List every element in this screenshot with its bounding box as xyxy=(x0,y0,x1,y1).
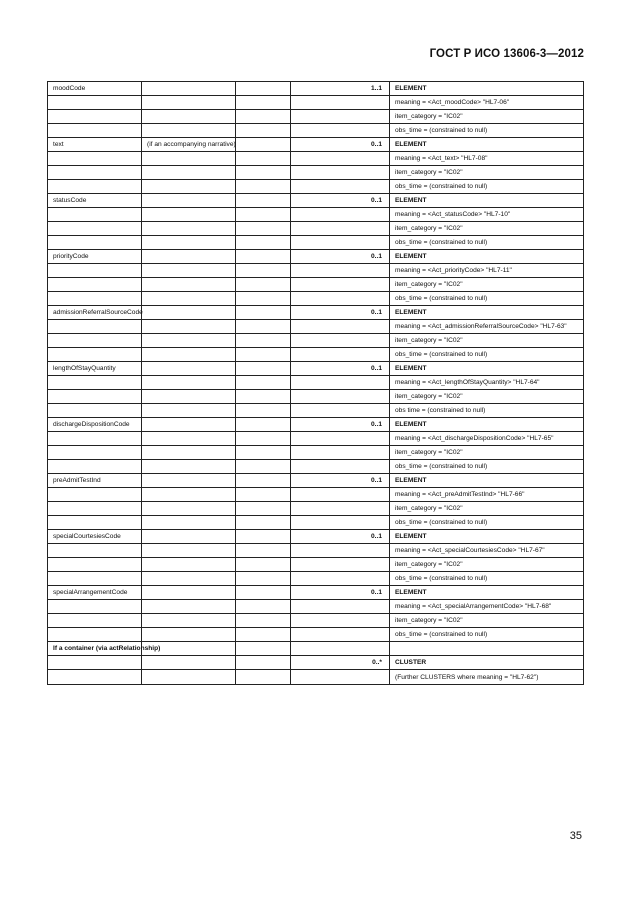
cell-extra xyxy=(236,152,291,166)
cell-extra xyxy=(236,572,291,586)
cell-note xyxy=(142,544,236,558)
cell-extra xyxy=(236,502,291,516)
cell-card xyxy=(291,544,390,558)
cell-card: 1..1 xyxy=(291,82,390,96)
cell-extra xyxy=(236,334,291,348)
cell-attr xyxy=(48,264,142,278)
cell-card xyxy=(291,404,390,418)
cell-card xyxy=(291,334,390,348)
cell-attr: specialCourtesiesCode xyxy=(48,530,142,544)
table-row xyxy=(48,250,584,264)
cell-attr xyxy=(48,488,142,502)
table-row xyxy=(48,544,584,558)
spec-table-body xyxy=(48,82,584,685)
table-row xyxy=(48,320,584,334)
spec-table xyxy=(47,81,584,685)
cell-note xyxy=(142,236,236,250)
cell-note xyxy=(142,670,236,685)
cell-spec: obs_time = (constrained to null) xyxy=(390,236,584,250)
cell-card xyxy=(291,628,390,642)
cell-note xyxy=(142,586,236,600)
cell-card xyxy=(291,180,390,194)
cell-note xyxy=(142,516,236,530)
cell-note xyxy=(142,600,236,614)
cell-extra xyxy=(236,642,291,656)
cell-extra xyxy=(236,656,291,670)
cell-card xyxy=(291,96,390,110)
table-row xyxy=(48,502,584,516)
cell-note xyxy=(142,432,236,446)
cell-attr xyxy=(48,670,142,685)
cell-note xyxy=(142,82,236,96)
table-row xyxy=(48,530,584,544)
table-row xyxy=(48,96,584,110)
cell-spec: obs_time = (constrained to null) xyxy=(390,628,584,642)
cell-spec: item_category = "IC02" xyxy=(390,558,584,572)
cell-spec: ELEMENT xyxy=(390,418,584,432)
cell-spec: item_category = "IC02" xyxy=(390,390,584,404)
cell-spec: ELEMENT xyxy=(390,474,584,488)
cell-attr xyxy=(48,320,142,334)
cell-card: 0..1 xyxy=(291,530,390,544)
cell-attr xyxy=(48,236,142,250)
cell-extra xyxy=(236,474,291,488)
cell-card xyxy=(291,348,390,362)
table-row xyxy=(48,348,584,362)
cell-card: 0..1 xyxy=(291,586,390,600)
cell-attr xyxy=(48,166,142,180)
table-row xyxy=(48,264,584,278)
cell-spec: item_category = "IC02" xyxy=(390,446,584,460)
cell-spec: meaning = <Act_statusCode> "HL7-10" xyxy=(390,208,584,222)
cell-attr xyxy=(48,208,142,222)
cell-spec: item_category = "IC02" xyxy=(390,614,584,628)
cell-card: 0..1 xyxy=(291,474,390,488)
cell-spec: item_category = "IC02" xyxy=(390,110,584,124)
cell-extra xyxy=(236,558,291,572)
cell-extra xyxy=(236,236,291,250)
cell-attr xyxy=(48,348,142,362)
cell-extra xyxy=(236,82,291,96)
cell-spec: ELEMENT xyxy=(390,138,584,152)
cell-extra xyxy=(236,320,291,334)
cell-extra xyxy=(236,138,291,152)
cell-note xyxy=(142,404,236,418)
cell-card xyxy=(291,236,390,250)
cell-spec: obs_time = (constrained to null) xyxy=(390,124,584,138)
cell-attr: preAdmitTestInd xyxy=(48,474,142,488)
cell-attr xyxy=(48,110,142,124)
table-row xyxy=(48,306,584,320)
cell-spec: meaning = <Act_admissionReferralSourceCode> "HL7-63" xyxy=(390,320,584,334)
cell-extra xyxy=(236,516,291,530)
cell-card xyxy=(291,558,390,572)
table-row xyxy=(48,334,584,348)
cell-note xyxy=(142,292,236,306)
cell-attr xyxy=(48,460,142,474)
cell-card: 0..1 xyxy=(291,194,390,208)
cell-spec: meaning = <Act_text> "HL7-08" xyxy=(390,152,584,166)
cell-extra xyxy=(236,194,291,208)
cell-extra xyxy=(236,166,291,180)
cell-note xyxy=(142,222,236,236)
cell-spec: ELEMENT xyxy=(390,586,584,600)
cell-spec: obs time = (constrained to null) xyxy=(390,404,584,418)
cell-attr xyxy=(48,376,142,390)
cell-card xyxy=(291,376,390,390)
cell-card xyxy=(291,460,390,474)
table-row xyxy=(48,138,584,152)
cell-card xyxy=(291,488,390,502)
cell-extra xyxy=(236,376,291,390)
cell-spec: obs_time = (constrained to null) xyxy=(390,180,584,194)
cell-extra xyxy=(236,670,291,685)
cell-spec: ELEMENT xyxy=(390,362,584,376)
table-row xyxy=(48,460,584,474)
table-row xyxy=(48,222,584,236)
table-row xyxy=(48,404,584,418)
cell-spec: obs_time = (constrained to null) xyxy=(390,348,584,362)
table-row xyxy=(48,110,584,124)
cell-spec: obs_time = (constrained to null) xyxy=(390,460,584,474)
cell-note xyxy=(142,488,236,502)
table-row xyxy=(48,180,584,194)
table-row xyxy=(48,516,584,530)
cell-extra xyxy=(236,306,291,320)
cell-card xyxy=(291,152,390,166)
cell-card xyxy=(291,320,390,334)
cell-card: 0..1 xyxy=(291,306,390,320)
cell-attr xyxy=(48,558,142,572)
table-row xyxy=(48,642,584,656)
cell-attr: specialArrangementCode xyxy=(48,586,142,600)
cell-card xyxy=(291,264,390,278)
cell-extra xyxy=(236,628,291,642)
cell-extra xyxy=(236,348,291,362)
cell-extra xyxy=(236,292,291,306)
cell-attr xyxy=(48,614,142,628)
cell-attr xyxy=(48,222,142,236)
cell-card xyxy=(291,390,390,404)
cell-extra xyxy=(236,600,291,614)
table-row xyxy=(48,488,584,502)
cell-card: 0..1 xyxy=(291,418,390,432)
cell-note xyxy=(142,460,236,474)
cell-card xyxy=(291,572,390,586)
cell-card xyxy=(291,432,390,446)
cell-card xyxy=(291,110,390,124)
cell-spec: meaning = <Act_dischargeDispositionCode> "HL7-65" xyxy=(390,432,584,446)
cell-note xyxy=(142,418,236,432)
cell-note xyxy=(142,502,236,516)
cell-attr: statusCode xyxy=(48,194,142,208)
cell-note xyxy=(142,376,236,390)
table-row xyxy=(48,124,584,138)
cell-spec: item_category = "IC02" xyxy=(390,278,584,292)
cell-extra xyxy=(236,488,291,502)
cell-extra xyxy=(236,264,291,278)
cell-card xyxy=(291,600,390,614)
cell-attr xyxy=(48,334,142,348)
cell-attr: moodCode xyxy=(48,82,142,96)
cell-note xyxy=(142,152,236,166)
cell-note xyxy=(142,124,236,138)
cell-note xyxy=(142,180,236,194)
cell-attr xyxy=(48,656,142,670)
cell-note xyxy=(142,194,236,208)
cell-card: 0..1 xyxy=(291,362,390,376)
cell-attr: text xyxy=(48,138,142,152)
cell-extra xyxy=(236,530,291,544)
cell-extra xyxy=(236,404,291,418)
cell-extra xyxy=(236,390,291,404)
cell-attr xyxy=(48,404,142,418)
cell-extra xyxy=(236,460,291,474)
cell-attr: If a container (via actRelationship) xyxy=(48,642,142,656)
cell-spec: item_category = "IC02" xyxy=(390,502,584,516)
cell-note xyxy=(142,390,236,404)
cell-extra xyxy=(236,250,291,264)
cell-note xyxy=(142,278,236,292)
cell-spec: meaning = <Act_moodCode> "HL7-06" xyxy=(390,96,584,110)
table-row xyxy=(48,390,584,404)
cell-note xyxy=(142,166,236,180)
table-row xyxy=(48,432,584,446)
cell-note xyxy=(142,474,236,488)
table-row xyxy=(48,600,584,614)
cell-attr xyxy=(48,278,142,292)
table-row xyxy=(48,278,584,292)
cell-attr xyxy=(48,180,142,194)
table-row xyxy=(48,82,584,96)
cell-note xyxy=(142,348,236,362)
cell-note xyxy=(142,362,236,376)
cell-card xyxy=(291,642,390,656)
table-row xyxy=(48,586,584,600)
cell-attr xyxy=(48,124,142,138)
cell-extra xyxy=(236,446,291,460)
cell-spec: obs_time = (constrained to null) xyxy=(390,572,584,586)
cell-spec: obs_time = (constrained to null) xyxy=(390,516,584,530)
cell-note xyxy=(142,446,236,460)
cell-note xyxy=(142,320,236,334)
cell-extra xyxy=(236,614,291,628)
cell-extra xyxy=(236,362,291,376)
cell-extra xyxy=(236,180,291,194)
cell-spec: meaning = <Act_specialCourtesiesCode> "HL7-67" xyxy=(390,544,584,558)
cell-spec xyxy=(390,642,584,656)
cell-attr: dischargeDispositionCode xyxy=(48,418,142,432)
cell-note xyxy=(142,96,236,110)
cell-card xyxy=(291,222,390,236)
table-row xyxy=(48,166,584,180)
cell-card xyxy=(291,166,390,180)
cell-attr xyxy=(48,292,142,306)
cell-note xyxy=(142,250,236,264)
cell-card: 0..1 xyxy=(291,138,390,152)
table-row xyxy=(48,656,584,670)
cell-note xyxy=(142,530,236,544)
cell-spec: meaning = <Act_specialArrangementCode> "HL7-68" xyxy=(390,600,584,614)
cell-spec: meaning = <Act_priorityCode> "HL7-11" xyxy=(390,264,584,278)
cell-spec: meaning = <Act_lengthOfStayQuantity> "HL7-64" xyxy=(390,376,584,390)
cell-attr: priorityCode xyxy=(48,250,142,264)
cell-card xyxy=(291,292,390,306)
cell-extra xyxy=(236,208,291,222)
cell-spec: CLUSTER xyxy=(390,656,584,670)
cell-attr xyxy=(48,600,142,614)
table-row xyxy=(48,292,584,306)
cell-note xyxy=(142,628,236,642)
cell-spec: ELEMENT xyxy=(390,530,584,544)
cell-extra xyxy=(236,544,291,558)
cell-note xyxy=(142,614,236,628)
cell-spec: meaning = <Act_preAdmitTestInd> "HL7-66" xyxy=(390,488,584,502)
cell-card xyxy=(291,124,390,138)
table-row xyxy=(48,446,584,460)
cell-card xyxy=(291,278,390,292)
cell-note xyxy=(142,110,236,124)
document-header: ГОСТ Р ИСО 13606-3—2012 xyxy=(429,48,584,60)
cell-note xyxy=(142,208,236,222)
table-row xyxy=(48,474,584,488)
cell-extra xyxy=(236,432,291,446)
cell-attr xyxy=(48,432,142,446)
cell-attr: admissionReferralSourceCode xyxy=(48,306,142,320)
cell-spec: item_category = "IC02" xyxy=(390,222,584,236)
cell-extra xyxy=(236,278,291,292)
cell-attr xyxy=(48,516,142,530)
cell-attr xyxy=(48,152,142,166)
cell-note: (if an accompanying narrative) xyxy=(142,138,236,152)
table-row xyxy=(48,670,584,685)
cell-spec: ELEMENT xyxy=(390,250,584,264)
cell-attr xyxy=(48,628,142,642)
cell-note xyxy=(142,656,236,670)
cell-attr xyxy=(48,96,142,110)
cell-attr xyxy=(48,502,142,516)
cell-attr xyxy=(48,446,142,460)
cell-note xyxy=(142,558,236,572)
table-row xyxy=(48,194,584,208)
cell-attr: lengthOfStayQuantity xyxy=(48,362,142,376)
cell-attr xyxy=(48,572,142,586)
cell-extra xyxy=(236,586,291,600)
cell-extra xyxy=(236,110,291,124)
cell-spec: ELEMENT xyxy=(390,306,584,320)
cell-extra xyxy=(236,418,291,432)
cell-card xyxy=(291,446,390,460)
cell-note xyxy=(142,334,236,348)
cell-spec: obs_time = (constrained to null) xyxy=(390,292,584,306)
table-row xyxy=(48,208,584,222)
cell-spec: ELEMENT xyxy=(390,82,584,96)
cell-extra xyxy=(236,222,291,236)
table-row xyxy=(48,236,584,250)
table-row xyxy=(48,628,584,642)
table-row xyxy=(48,558,584,572)
cell-card: 0..* xyxy=(291,656,390,670)
table-row xyxy=(48,614,584,628)
table-row xyxy=(48,418,584,432)
cell-card xyxy=(291,208,390,222)
cell-attr xyxy=(48,390,142,404)
table-row xyxy=(48,362,584,376)
page-number: 35 xyxy=(569,830,582,842)
cell-spec: ELEMENT xyxy=(390,194,584,208)
table-row xyxy=(48,572,584,586)
cell-extra xyxy=(236,96,291,110)
cell-card: 0..1 xyxy=(291,250,390,264)
cell-attr xyxy=(48,544,142,558)
cell-spec: item_category = "IC02" xyxy=(390,334,584,348)
cell-spec: (Further CLUSTERS where meaning = "HL7-62") xyxy=(390,670,584,685)
cell-card xyxy=(291,502,390,516)
cell-card xyxy=(291,670,390,685)
table-row xyxy=(48,152,584,166)
table-row xyxy=(48,376,584,390)
cell-card xyxy=(291,516,390,530)
cell-note xyxy=(142,306,236,320)
cell-spec: item_category = "IC02" xyxy=(390,166,584,180)
cell-extra xyxy=(236,124,291,138)
cell-note xyxy=(142,264,236,278)
cell-card xyxy=(291,614,390,628)
cell-note xyxy=(142,572,236,586)
